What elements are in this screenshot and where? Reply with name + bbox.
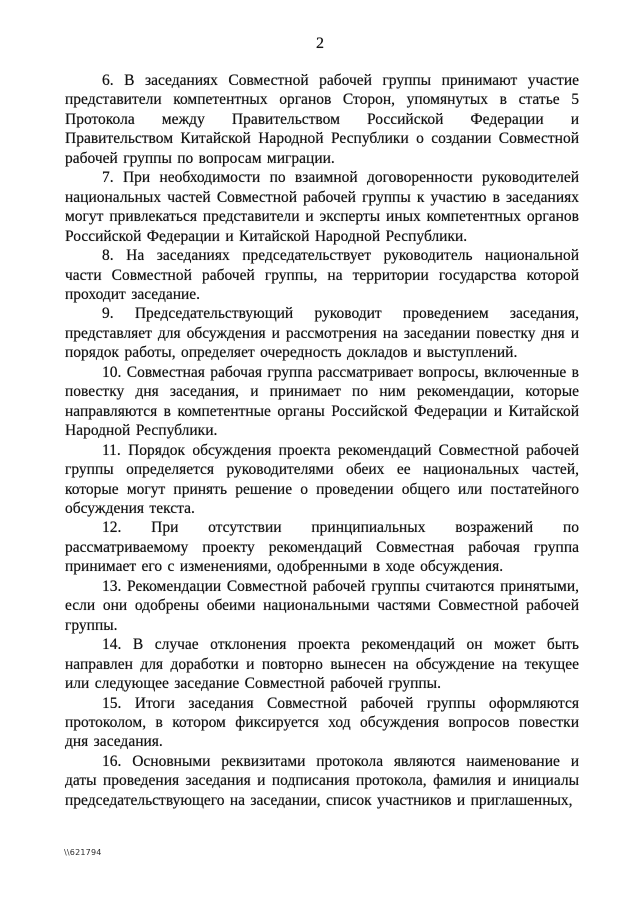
paragraph-10: 10. Совместная рабочая группа рассматривает вопросы, включенные в повестку дня заседания, и принимает по ним рекомендации, которые направляются в компетентные органы Российской Федерации и Китайской Народной Республики. [65,363,579,440]
paragraph-16: 16. Основными реквизитами протокола являются наименование и даты проведения заседания и подписания протокола, фамилия и инициалы председательствующего на заседании, список участников и приглашенных, [65,752,579,809]
paragraph-9: 9. Председательствующий руководит проведением заседания, представляет для обсуждения и рассмотрения на заседании повестку дня и порядок работы, определяет очередность докладов и выступлений. [65,305,579,362]
page-number: 2 [316,35,324,52]
paragraph-12: 12. При отсутствии принципиальных возражений по рассматриваемому проекту рекомендаций Совместная рабочая группа принимает его с изменениями, одобренными в ходе обсуждения. [65,519,579,576]
paragraph-7: 7. При необходимости по взаимной договоренности руководителей национальных частей Совместной рабочей группы к участию в заседаниях могут привлекаться представители и эксперты иных компетентных органов Российской Федерации и Китайской Народной Республики. [65,169,579,245]
paragraph-6: 6. В заседаниях Совместной рабочей группы принимают участие представители компетентных органов Сторон, упомянутых в статье 5 Протокола между Правительством Российской Федерации и Правительством Китайской Народной Республики о создании Совместной рабочей группы по вопросам миграции. [65,72,579,167]
document-body [65,71,579,810]
paragraph-15: 15. Итоги заседания Совместной рабочей группы оформляются протоколом, в котором фиксируется ход обсуждения вопросов повестки дня заседания. [65,694,579,751]
paragraph-13: 13. Рекомендации Совместной рабочей группы считаются принятыми, если они одобрены обеими национальными частями Совместной рабочей группы. [65,577,579,634]
paragraph-14: 14. В случае отклонения проекта рекомендаций он может быть направлен для доработки и повторно вынесен на обсуждение на текущее или следующее заседание Совместной рабочей группы. [65,636,579,693]
registration-code: \\621794 [64,848,102,857]
paragraph-11: 11. Порядок обсуждения проекта рекомендаций Совместной рабочей группы определяется руководителями обеих ее национальных частей, которые могут принять решение о проведении общего или постатейного обсуждения текста. [65,441,579,517]
paragraph-8: 8. На заседаниях председательствует руководитель национальной части Совместной рабочей группы, на территории государства которой проходит заседание. [65,247,579,303]
